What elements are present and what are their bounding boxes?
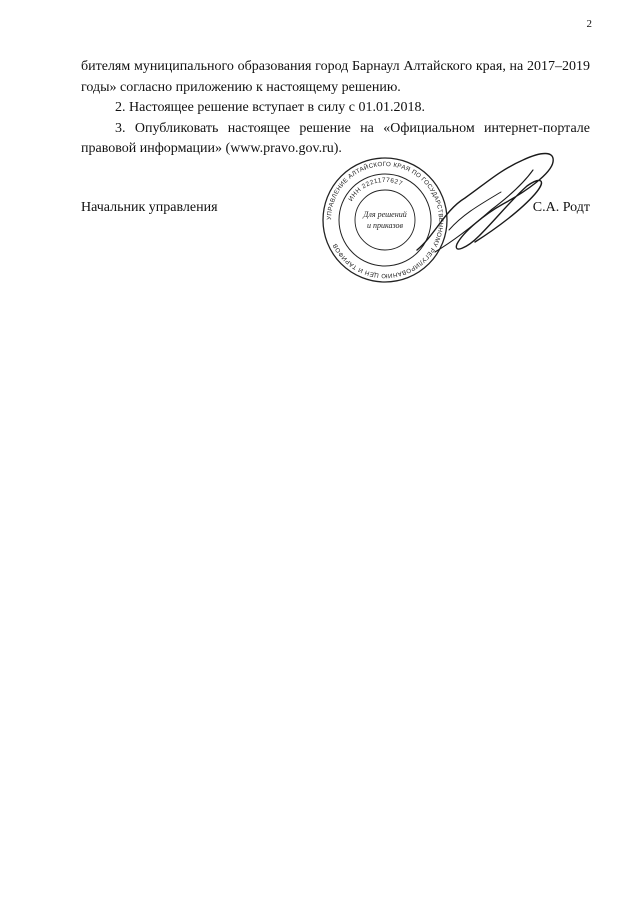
paragraph-continuation: бителям муниципального образования город Барнаул Алтайского края, на 2017–2019 годы» согласно приложению к настоящему решению. (81, 59, 590, 95)
signatory-name: С.А. Родт (532, 200, 590, 215)
stamp-outer-textpath: УПРАВЛЕНИЕ АЛТАЙСКОГО КРАЯ ПО ГОСУДАРСТВЕННОМУ РЕГУЛИРОВАНИЮ ЦЕН И ТАРИФОВ (325, 160, 445, 280)
stamp-center-line-1: Для решений (363, 210, 407, 219)
stamp-inn-text (347, 177, 403, 203)
paragraph-publication: 3. Опубликовать настоящее решение на «Официальном интернет-портале правовой информации» (www.pravo.gov.ru). (81, 120, 590, 156)
stamp-inn-textpath: ИНН 2221177627 (347, 176, 404, 203)
paragraph-effective-date: 2. Настоящее решение вступает в силу с 01.01.2018. (115, 100, 425, 115)
signatory-position: Начальник управления (81, 200, 218, 215)
handwritten-signature (405, 140, 565, 265)
page-number: 2 (586, 18, 592, 30)
stamp-center-line-2: и приказов (366, 221, 404, 230)
